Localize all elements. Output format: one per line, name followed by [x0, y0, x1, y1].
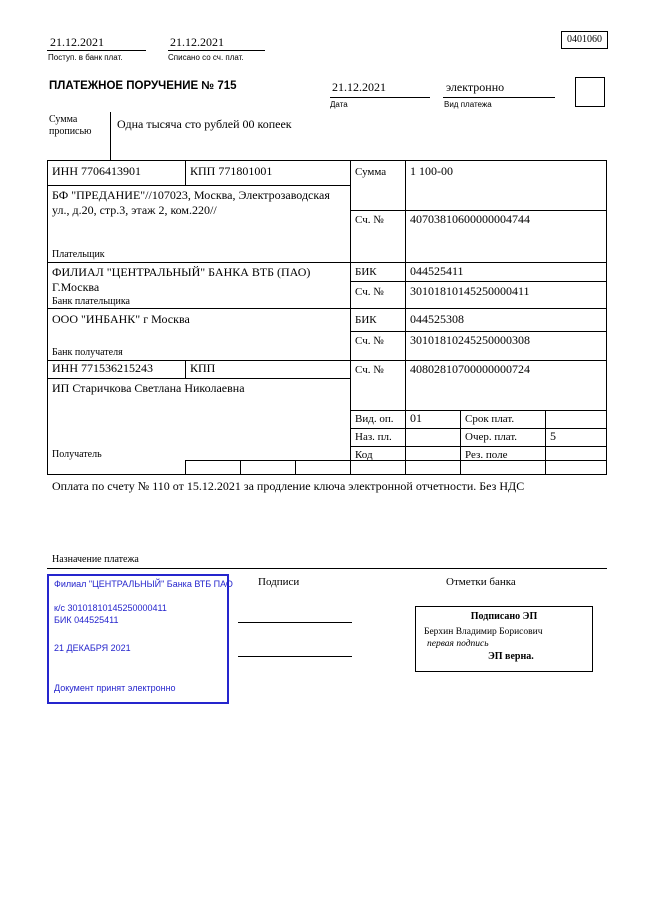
- grid-line: [185, 460, 186, 474]
- pay-order-value: 5: [550, 429, 556, 443]
- grid-line: [405, 160, 406, 474]
- account-label-4: Сч. №: [355, 364, 384, 376]
- grid-line: [47, 568, 607, 569]
- bik-label-2: БИК: [355, 314, 377, 326]
- payment-kind-label: Вид платежа: [444, 100, 492, 109]
- date-label: Дата: [330, 100, 348, 109]
- payer-bank-label: Банк плательщика: [52, 296, 130, 307]
- grid-line: [606, 160, 607, 474]
- signature-line: [238, 656, 352, 657]
- pay-order-label: Очер. плат.: [465, 431, 518, 443]
- op-kind-value: 01: [410, 411, 422, 425]
- payment-purpose-text: Оплата по счету № 110 от 15.12.2021 за продление ключа электронной отчетности. Без НДС: [52, 479, 525, 493]
- grid-line: [240, 460, 241, 474]
- grid-line: [350, 160, 351, 474]
- grid-line: [185, 460, 607, 461]
- grid-line: [47, 160, 607, 161]
- grid-line: [295, 460, 296, 474]
- payee-label: Получатель: [52, 449, 102, 460]
- amount-value: 1 100-00: [410, 164, 453, 178]
- account-label: Сч. №: [355, 214, 384, 226]
- payer-bank-name: ФИЛИАЛ "ЦЕНТРАЛЬНЫЙ" БАНКА ВТБ (ПАО) Г.Москва: [52, 265, 311, 294]
- esign-role: первая подпись: [427, 639, 489, 649]
- op-kind-label: Вид. оп.: [355, 413, 394, 425]
- payee-bank-corr: 30101810245250000308: [410, 333, 530, 347]
- stamp-accepted-note: Документ принят электронно: [54, 683, 176, 693]
- grid-line: [350, 428, 607, 429]
- document-date: 21.12.2021: [332, 80, 386, 94]
- grid-line: [350, 446, 607, 447]
- payer-inn: ИНН 7706413901: [52, 164, 141, 178]
- grid-line: [350, 331, 607, 332]
- amount-words-label: Сумма прописью: [49, 114, 92, 137]
- document-title: ПЛАТЕЖНОЕ ПОРУЧЕНИЕ № 715: [49, 80, 237, 92]
- payer-name: БФ "ПРЕДАНИЕ"//107023, Москва, Электрозаводская ул., д.20, стр.3, этаж 2, ком.220//: [52, 188, 330, 217]
- payee-inn: ИНН 771536215243: [52, 361, 153, 375]
- status-box: [575, 77, 605, 107]
- grid-line: [330, 97, 430, 98]
- amount-words-value: Одна тысяча сто рублей 00 копеек: [117, 117, 292, 131]
- esign-verified: ЭП верна.: [488, 651, 534, 662]
- bik-label-1: БИК: [355, 266, 377, 278]
- code-label: Код: [355, 449, 373, 461]
- payer-kpp: КПП 771801001: [190, 164, 273, 178]
- payee-name: ИП Старичкова Светлана Николаевна: [52, 381, 245, 395]
- payment-purpose-label: Назначение платежа: [52, 554, 139, 565]
- payee-bank-name: ООО "ИНБАНК" г Москва: [52, 312, 190, 326]
- payee-kpp: КПП: [190, 361, 216, 375]
- payer-bank-corr: 30101810145250000411: [410, 284, 530, 298]
- esign-title: Подписано ЭП: [470, 611, 538, 622]
- electronic-signature-box: [415, 606, 593, 672]
- amount-label: Сумма: [355, 166, 387, 178]
- purpose-code-label: Наз. пл.: [355, 431, 392, 443]
- bank-marks-label: Отметки банка: [446, 576, 516, 588]
- grid-line: [47, 160, 48, 474]
- esign-name: Берхин Владимир Борисович: [424, 627, 543, 637]
- grid-line: [350, 281, 607, 282]
- grid-line: [350, 410, 607, 411]
- date-received-in-bank: 21.12.2021: [50, 35, 104, 49]
- grid-line: [350, 210, 607, 211]
- payment-kind: электронно: [446, 80, 505, 94]
- grid-line: [460, 410, 461, 474]
- grid-line: [47, 185, 350, 186]
- form-code-box: [561, 31, 608, 49]
- stamp-bank-name: Филиал "ЦЕНТРАЛЬНЫЙ" Банка ВТБ ПАО: [54, 579, 233, 589]
- form-code: 0401060: [567, 34, 602, 45]
- grid-line: [110, 112, 111, 160]
- signature-line: [238, 622, 352, 623]
- reserve-field-label: Рез. поле: [465, 449, 508, 461]
- received-label: Поступ. в банк плат.: [48, 53, 123, 62]
- grid-line: [185, 360, 186, 378]
- signatures-label: Подписи: [258, 576, 300, 588]
- pay-term-label: Срок плат.: [465, 413, 515, 425]
- payee-bank-bik: 044525308: [410, 312, 464, 326]
- stamp-corr-account: к/с 30101810145250000411: [54, 603, 167, 613]
- grid-line: [545, 410, 546, 474]
- account-label-3: Сч. №: [355, 335, 384, 347]
- payer-bank-bik: 044525411: [410, 264, 464, 278]
- grid-line: [47, 308, 607, 309]
- bank-stamp: [47, 574, 233, 704]
- grid-line: [443, 97, 555, 98]
- grid-line: [47, 50, 146, 51]
- account-label-2: Сч. №: [355, 286, 384, 298]
- grid-line: [47, 474, 607, 475]
- stamp-date: 21 ДЕКАБРЯ 2021: [54, 643, 131, 653]
- grid-line: [168, 50, 265, 51]
- payer-label: Плательщик: [52, 249, 105, 260]
- grid-line: [47, 378, 350, 379]
- payee-bank-label: Банк получателя: [52, 347, 123, 358]
- grid-line: [185, 160, 186, 185]
- debited-label: Списано со сч. плат.: [168, 53, 244, 62]
- stamp-bik: БИК 044525411: [54, 615, 119, 625]
- payee-account: 40802810700000000724: [410, 362, 530, 376]
- payer-account: 40703810600000004744: [410, 212, 530, 226]
- grid-line: [47, 262, 607, 263]
- date-debited: 21.12.2021: [170, 35, 224, 49]
